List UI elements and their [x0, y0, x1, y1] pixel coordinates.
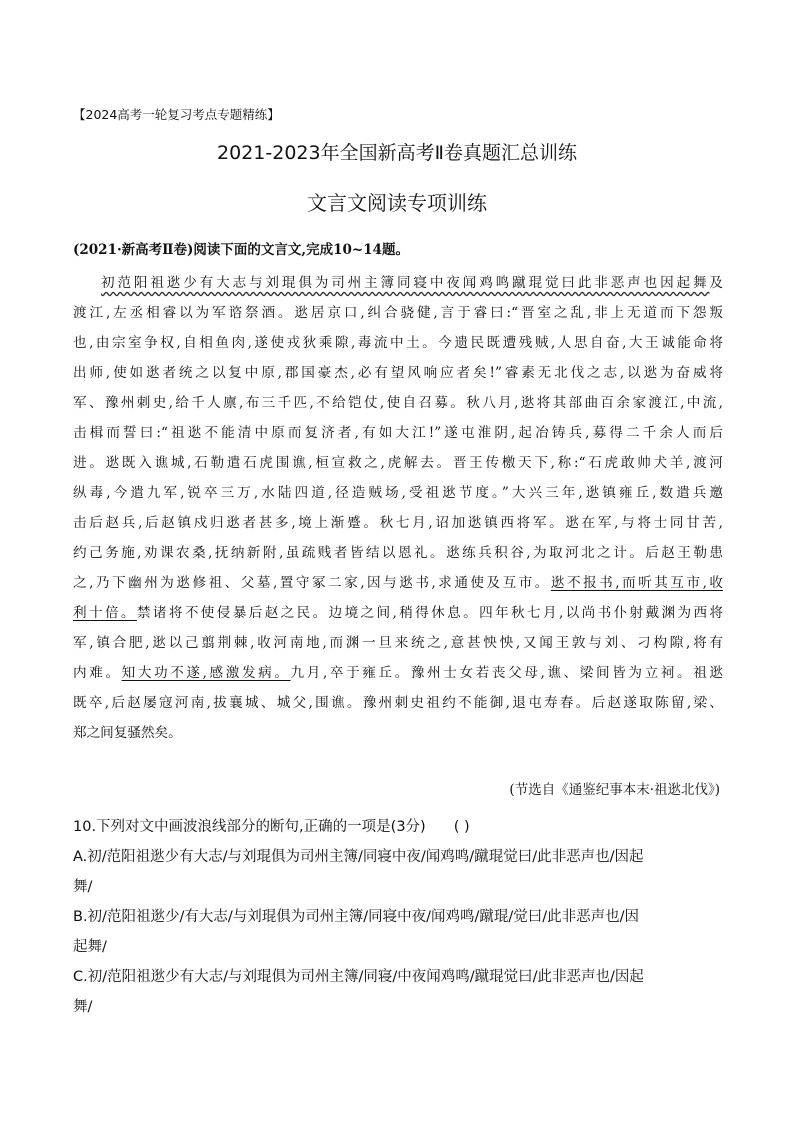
passage-line: 击后赵兵,后赵镇戍归逖者甚多,境上渐蹙。秋七月,诏加逖镇西将军。逖在军,与将士同甘苦,	[73, 515, 723, 531]
passage-line: 既卒,后赵屡寇河南,拔襄城、城父,围谯。豫州刺史祖约不能御,退屯寿春。后赵遂取陈留,梁、	[73, 695, 723, 711]
passage-line: 击楫而誓曰:“祖逖不能清中原而复济者,有如大江!”遂屯淮阴,起冶铸兵,募得二千余人而后	[73, 425, 723, 441]
passage-source: (节选自《通鉴纪事本末·祖逖北伐》)	[509, 782, 720, 798]
passage-line: 纵毒,今遣九军,锐卒三万,水陆四道,径造贼场,受祖逖节度。”大兴三年,逖镇雍丘,数遣兵邀	[73, 485, 723, 501]
passage-line: 利十倍。禁诸将不使侵暴后赵之民。边境之间,稍得休息。四年秋七月,以尚书仆射戴渊为西将	[73, 605, 723, 621]
option-c-cont: 舞/	[73, 999, 93, 1015]
wavy-underlined-text: 初范阳祖逖少有大志与刘琨俱为司州主簿同寝中夜闻鸡鸣蹴琨觉曰此非恶声也因起舞	[101, 275, 710, 291]
underlined-sentence: 逖不报书,而听其互市,收	[550, 575, 723, 591]
passage-line: 郑之间复骚然矣。	[73, 725, 182, 741]
passage-line: 进。逖既入谯城,石勒遣石虎围谯,桓宣救之,虎解去。晋王传檄天下,称:“石虎敢帅犬羊,渡河	[73, 455, 723, 471]
passage-line: 军、豫州刺史,给千人廪,布三千匹,不给铠仗,使自召募。秋八月,逖将其部曲百余家渡江,中流,	[73, 395, 723, 411]
series-tag: 【2024高考一轮复习考点专题精练】	[73, 107, 280, 122]
passage-line: 初范阳祖逖少有大志与刘琨俱为司州主簿同寝中夜闻鸡鸣蹴琨觉曰此非恶声也因起舞及	[101, 275, 723, 291]
passage-line: 约己务施,劝课农桑,抚纳新附,虽疏贱者皆结以恩礼。逖练兵积谷,为取河北之计。后赵王勒患	[73, 545, 723, 561]
underlined-sentence: 知大功不遂,感激发病。	[121, 665, 291, 681]
passage-line: 内难。知大功不遂,感激发病。九月,卒于雍丘。豫州士女若丧父母,谯、梁间皆为立祠。祖逖	[73, 665, 723, 681]
passage-line: 之,乃下幽州为逖修祖、父墓,置守冢二家,因与逖书,求通使及互市。逖不报书,而听其互市,收	[73, 575, 723, 591]
passage-line: 也,由宗室争权,自相鱼肉,遂使戎狄乘隙,毒流中土。今遗民既遭残贼,人思自奋,大王诚能命将	[73, 335, 723, 351]
underlined-sentence: 利十倍。	[73, 605, 137, 621]
question-heading: (2021·新高考Ⅱ卷)阅读下面的文言文,完成10~14题。	[73, 242, 410, 258]
classical-passage	[73, 268, 723, 748]
document-subtitle: 文言文阅读专项训练	[307, 191, 487, 215]
passage-line: 军,镇合肥,逖以己翦荆棘,收河南地,而渊一旦来统之,意甚怏怏,又闻王敦与刘、刁构隙,将有	[73, 635, 723, 651]
passage-line: 渡江,左丞相睿以为军谘祭酒。逖居京口,纠合骁健,言于睿曰:“晋室之乱,非上无道而下怨叛	[73, 305, 723, 321]
option-b: B.初/范阳祖逖少/有大志/与刘琨俱为司州主簿/同寝中夜/闻鸡鸣/蹴琨/觉曰/此非恶声也/因	[73, 909, 640, 925]
question-stem: 10.下列对文中画波浪线部分的断句,正确的一项是(3分) ( )	[73, 812, 723, 842]
passage-line: 出师,使如逖者统之以复中原,郡国豪杰,必有望风响应者矣!”睿素无北伐之志,以逖为奋威将	[73, 365, 723, 381]
answer-blank: ( )	[453, 819, 470, 835]
question-10	[73, 812, 723, 1022]
option-a: A.初/范阳祖逖少有大志/与刘琨俱为司州主簿/同寝中夜/闻鸡鸣/蹴琨觉曰/此非恶声也/因起	[73, 849, 644, 865]
option-a-cont: 舞/	[73, 879, 93, 895]
option-b-cont: 起舞/	[73, 939, 107, 955]
option-c: C.初/范阳祖逖少有大志/与刘琨俱为司州主簿/同寝/中夜闻鸡鸣/蹴琨觉曰/此非恶声也/因起	[73, 969, 644, 985]
document-title: 2021-2023年全国新高考Ⅱ卷真题汇总训练	[217, 142, 577, 164]
